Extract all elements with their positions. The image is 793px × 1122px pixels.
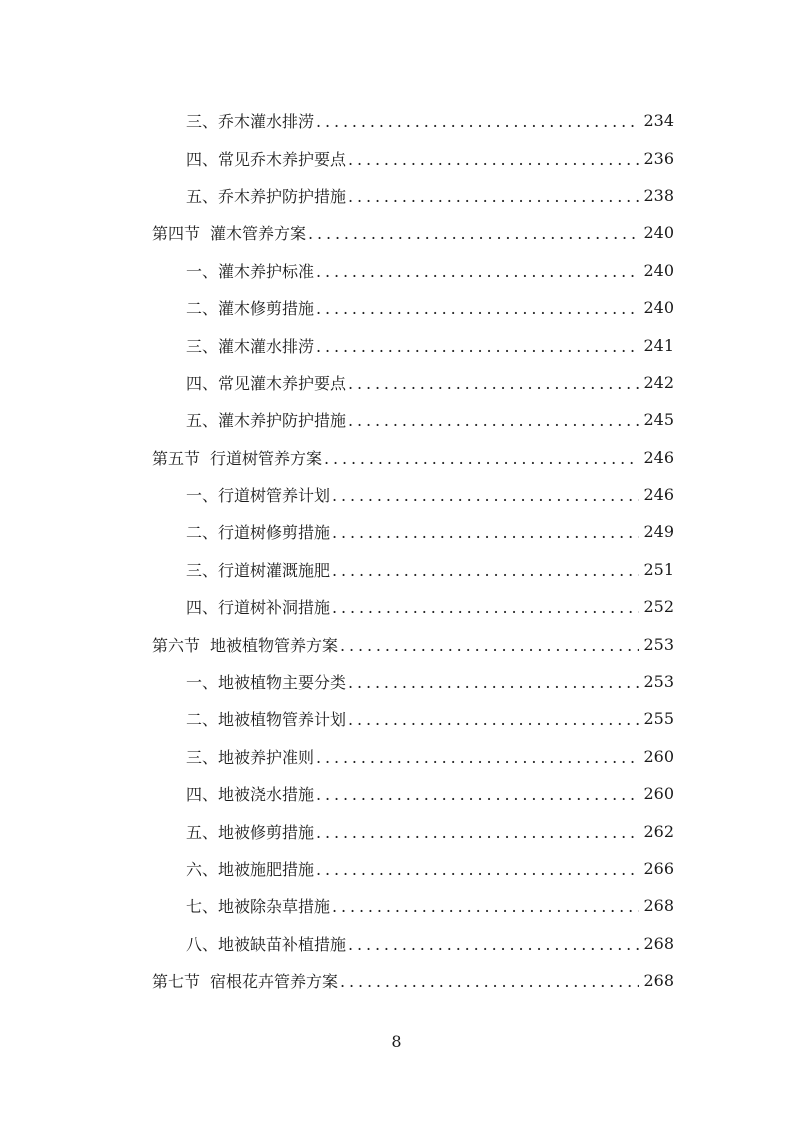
toc-entry-number: 七、 — [186, 897, 219, 917]
dot-leader — [332, 598, 639, 617]
dot-leader — [316, 299, 639, 318]
toc-entry-title: 常见乔木养护要点 — [218, 149, 347, 169]
toc-item-entry[interactable] — [152, 887, 674, 924]
dot-leader — [332, 523, 639, 542]
toc-entry-title: 灌木养护标准 — [218, 261, 315, 281]
toc-entry-number: 四、 — [186, 785, 219, 805]
dot-leader — [332, 561, 639, 580]
toc-entry-page: 240 — [643, 298, 674, 318]
toc-item-entry[interactable] — [152, 252, 674, 289]
toc-entry-number: 三、 — [186, 560, 219, 580]
toc-entry-number: 第四节 — [152, 224, 201, 244]
toc-entry-title: 地被浇水措施 — [218, 785, 315, 805]
toc-entry-number: 一、 — [186, 486, 219, 506]
toc-entry-number: 六、 — [186, 860, 219, 879]
dot-leader — [324, 449, 639, 468]
toc-entry-title: 地被缺苗补植措施 — [218, 934, 347, 954]
toc-entry-title: 灌木修剪措施 — [218, 299, 315, 319]
toc-entry-title: 灌木灌水排涝 — [218, 336, 315, 356]
dot-leader — [316, 785, 639, 804]
toc-entry-title: 乔木灌水排涝 — [218, 112, 315, 132]
toc-item-entry[interactable] — [152, 663, 674, 700]
toc-entry-title: 灌木管养方案 — [210, 224, 307, 244]
table-of-contents — [152, 102, 674, 999]
dot-leader — [316, 860, 639, 879]
toc-entry-title: 乔木养护防护措施 — [218, 186, 347, 206]
toc-entry-number: 三、 — [186, 336, 219, 356]
toc-entry-number: 四、 — [186, 598, 219, 618]
toc-entry-page: 252 — [643, 597, 674, 617]
toc-section-entry[interactable] — [152, 439, 674, 476]
toc-item-entry[interactable] — [152, 850, 674, 887]
toc-item-entry[interactable] — [152, 326, 674, 363]
toc-entry-page: 268 — [643, 971, 674, 991]
toc-item-entry[interactable] — [152, 102, 674, 139]
toc-entry-title: 地被除杂草措施 — [218, 897, 331, 917]
toc-item-entry[interactable] — [152, 738, 674, 775]
dot-leader — [348, 710, 639, 729]
toc-section-entry[interactable] — [152, 962, 674, 999]
toc-entry-title: 宿根花卉管养方案 — [210, 972, 339, 992]
toc-section-entry[interactable] — [152, 625, 674, 662]
dot-leader — [316, 337, 639, 356]
toc-entry-page: 249 — [643, 522, 674, 542]
dot-leader — [348, 411, 639, 430]
toc-entry-number: 四、 — [186, 373, 219, 393]
toc-entry-title: 常见灌木养护要点 — [218, 373, 347, 393]
toc-item-entry[interactable] — [152, 700, 674, 737]
dot-leader — [348, 187, 639, 206]
toc-item-entry[interactable] — [152, 812, 674, 849]
dot-leader — [340, 636, 639, 655]
toc-entry-number: 一、 — [186, 673, 219, 693]
toc-entry-page: 241 — [643, 335, 674, 355]
toc-item-entry[interactable] — [152, 588, 674, 625]
toc-entry-number: 一、 — [186, 261, 219, 281]
toc-entry-number: 五、 — [186, 822, 219, 842]
toc-entry-page: 246 — [643, 485, 674, 505]
dot-leader — [316, 748, 639, 767]
dot-leader — [348, 374, 639, 393]
toc-entry-page: 240 — [643, 260, 674, 280]
toc-entry-page: 253 — [643, 634, 674, 654]
toc-entry-page: 236 — [643, 148, 674, 168]
toc-entry-number: 五、 — [186, 186, 219, 206]
dot-leader — [332, 897, 639, 916]
toc-entry-page: 260 — [643, 784, 674, 804]
toc-entry-page: 251 — [643, 559, 674, 579]
toc-entry-number: 第五节 — [152, 448, 201, 468]
dot-leader — [348, 150, 639, 169]
toc-entry-page: 246 — [643, 447, 674, 467]
toc-entry-number: 三、 — [186, 112, 219, 132]
toc-entry-number: 五、 — [186, 411, 219, 431]
toc-entry-title: 地被植物管养计划 — [218, 710, 347, 730]
toc-entry-page: 245 — [643, 410, 674, 430]
toc-entry-number: 第七节 — [152, 972, 201, 992]
toc-item-entry[interactable] — [152, 177, 674, 214]
dot-leader — [332, 486, 639, 505]
toc-item-entry[interactable] — [152, 289, 674, 326]
toc-entry-title: 行道树修剪措施 — [218, 523, 331, 543]
toc-entry-title: 行道树管养计划 — [218, 486, 331, 506]
dot-leader — [316, 823, 639, 842]
toc-item-entry[interactable] — [152, 775, 674, 812]
toc-entry-number: 四、 — [186, 149, 219, 169]
toc-entry-page: 266 — [643, 859, 674, 878]
toc-entry-number: 二、 — [186, 523, 219, 543]
toc-entry-title: 地被植物管养方案 — [210, 635, 339, 655]
dot-leader — [316, 112, 639, 131]
dot-leader — [308, 224, 639, 243]
toc-entry-title: 地被修剪措施 — [218, 822, 315, 842]
toc-entry-number: 三、 — [186, 747, 219, 767]
toc-item-entry[interactable] — [152, 476, 674, 513]
toc-entry-page: 234 — [643, 111, 674, 131]
toc-entry-page: 262 — [643, 821, 674, 841]
toc-entry-page: 268 — [643, 933, 674, 953]
toc-entry-title: 行道树灌溉施肥 — [218, 560, 331, 580]
toc-entry-title: 行道树管养方案 — [210, 448, 323, 468]
toc-item-entry[interactable] — [152, 551, 674, 588]
toc-entry-title: 地被植物主要分类 — [218, 673, 347, 693]
dot-leader — [316, 262, 639, 281]
toc-item-entry[interactable] — [152, 139, 674, 176]
toc-entry-page: 253 — [643, 672, 674, 692]
toc-entry-number: 二、 — [186, 299, 219, 319]
page-number: 8 — [391, 1032, 402, 1051]
toc-entry-number: 二、 — [186, 710, 219, 730]
toc-entry-page: 255 — [643, 709, 674, 729]
dot-leader — [340, 972, 639, 991]
toc-item-entry[interactable] — [152, 925, 674, 962]
dot-leader — [348, 935, 639, 954]
toc-entry-title: 地被养护准则 — [218, 747, 315, 767]
toc-entry-page: 242 — [643, 372, 674, 392]
toc-entry-page: 238 — [643, 185, 674, 205]
toc-item-entry[interactable] — [152, 513, 674, 550]
toc-entry-number: 八、 — [186, 934, 219, 954]
toc-entry-title: 灌木养护防护措施 — [218, 411, 347, 431]
toc-entry-title: 地被施肥措施 — [218, 860, 315, 879]
toc-entry-page: 260 — [643, 746, 674, 766]
toc-entry-page: 268 — [643, 896, 674, 916]
toc-entry-title: 行道树补洞措施 — [218, 598, 331, 618]
toc-entry-page: 240 — [643, 223, 674, 243]
toc-entry-number: 第六节 — [152, 635, 201, 655]
toc-section-entry[interactable] — [152, 214, 674, 251]
toc-item-entry[interactable] — [152, 401, 674, 438]
dot-leader — [348, 673, 639, 692]
toc-item-entry[interactable] — [152, 364, 674, 401]
